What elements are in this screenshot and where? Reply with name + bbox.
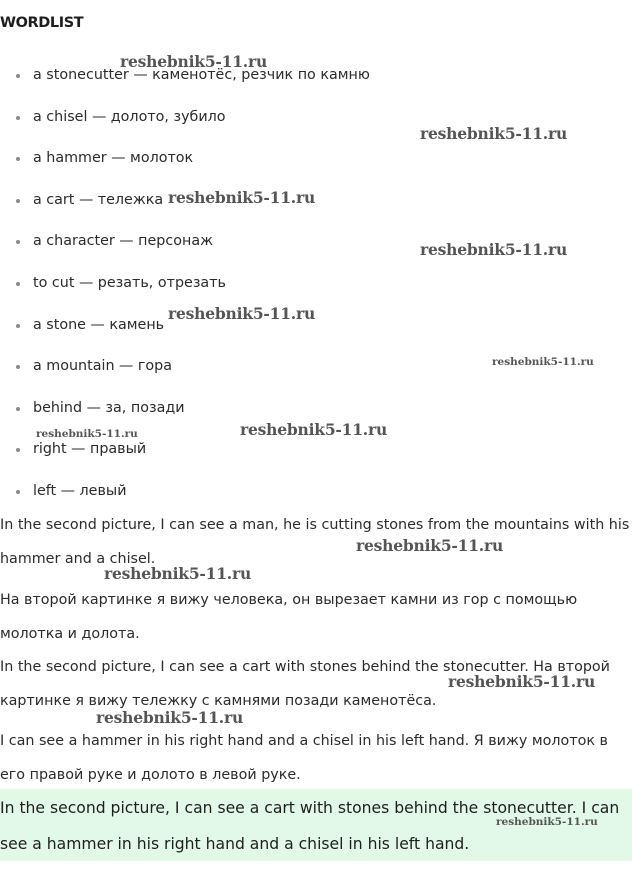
- watermark: reshebnik5-11.ru: [356, 536, 504, 555]
- bullet-icon: [16, 490, 20, 494]
- paragraph-english-description: In the second picture, I can see a man, he is cutting stones from the mountains with his hammer and a chisel.: [0, 517, 630, 567]
- list-item: [0, 316, 370, 358]
- list-item: [0, 440, 370, 482]
- list-item-text: a character — персонаж: [33, 233, 213, 250]
- bullet-icon: [16, 282, 20, 286]
- list-item: [0, 108, 370, 150]
- list-item: [0, 357, 370, 399]
- answer-highlight: [0, 789, 632, 861]
- paragraph-cart-sentence: In the second picture, I can see a cart with stones behind the stonecutter. На второй картинке я вижу тележку с камнями позади каменотёса.: [0, 659, 610, 709]
- list-item-text: behind — за, позади: [33, 399, 185, 416]
- bullet-icon: [16, 199, 20, 203]
- watermark: reshebnik5-11.ru: [492, 356, 594, 368]
- bullet-icon: [16, 74, 20, 78]
- watermark: reshebnik5-11.ru: [420, 240, 568, 259]
- bullet-icon: [16, 448, 20, 452]
- list-item-text: to cut — резать, отрезать: [33, 274, 226, 291]
- watermark: reshebnik5-11.ru: [448, 672, 596, 691]
- watermark: reshebnik5-11.ru: [240, 420, 388, 439]
- list-item: [0, 66, 370, 108]
- watermark: reshebnik5-11.ru: [36, 428, 138, 440]
- list-item: [0, 232, 370, 274]
- list-item-text: left — левый: [33, 482, 127, 499]
- list-item: [0, 191, 370, 233]
- bullet-icon: [16, 116, 20, 120]
- bullet-icon: [16, 324, 20, 328]
- bullet-icon: [16, 240, 20, 244]
- list-item-text: right — правый: [33, 441, 147, 458]
- watermark: reshebnik5-11.ru: [120, 52, 268, 71]
- paragraph-hammer-sentence: I can see a hammer in his right hand and a chisel in his left hand. Я вижу молоток в его правой руке и долото в левой руке.: [0, 733, 608, 783]
- list-item-text: a stone — камень: [33, 316, 165, 333]
- list-item: [0, 399, 370, 441]
- list-item-text: a mountain — гора: [33, 358, 172, 375]
- bullet-icon: [16, 407, 20, 411]
- list-item-text: a chisel — долото, зубило: [33, 108, 226, 125]
- bullet-icon: [16, 157, 20, 161]
- watermark: reshebnik5-11.ru: [420, 124, 568, 143]
- bullet-icon: [16, 365, 20, 369]
- watermark: reshebnik5-11.ru: [104, 564, 252, 583]
- list-item: [0, 274, 370, 316]
- paragraph-russian-translation: На второй картинке я вижу человека, он вырезает камни из гор с помощью молотка и долота.: [0, 592, 578, 642]
- watermark: reshebnik5-11.ru: [168, 304, 316, 323]
- list-item: [0, 149, 370, 191]
- watermark: reshebnik5-11.ru: [496, 816, 598, 828]
- list-item-text: a hammer — молоток: [33, 150, 194, 167]
- wordlist-heading: WORDLIST: [0, 15, 84, 31]
- list-item-text: a cart — тележка: [33, 191, 164, 208]
- watermark: reshebnik5-11.ru: [96, 708, 244, 727]
- list-item-text: a stonecutter — каменотёс, резчик по камню: [33, 67, 370, 83]
- wordlist: [0, 66, 370, 524]
- answer-highlight-text: In the second picture, I can see a cart with stones behind the stonecutter. I can see a hammer in his right hand and a chisel in his left hand.: [0, 799, 620, 853]
- watermark: reshebnik5-11.ru: [168, 188, 316, 207]
